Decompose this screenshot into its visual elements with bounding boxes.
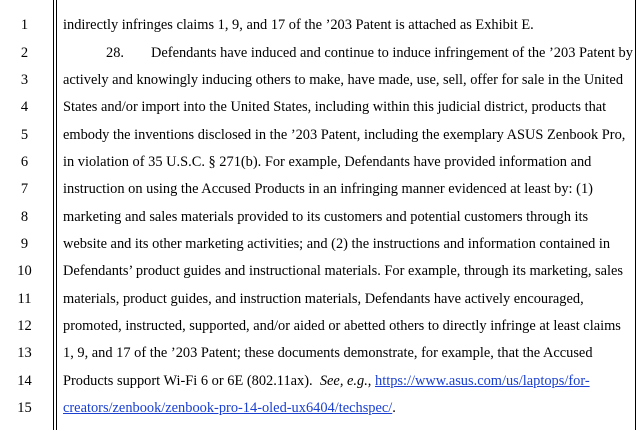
line-number: 7 — [20, 181, 29, 197]
text-line: actively and knowingly inducing others to make, have made, use, sell, offer for sale in the United — [63, 72, 624, 88]
line-number: 8 — [20, 209, 29, 225]
text-segment: . — [392, 400, 396, 416]
text-line: States and/or import into the United States, including within this judicial district, products that — [63, 99, 607, 115]
text-line: instruction on using the Accused Products in an infringing manner evidenced at least by: (1) — [63, 181, 593, 197]
text-line: Defendants have induced and continue to induce infringement of the ’203 Patent by — [151, 45, 633, 61]
line-number: 14 — [17, 373, 32, 389]
text-line: indirectly infringes claims 1, 9, and 17 of the ’203 Patent is attached as Exhibit E. — [63, 17, 534, 33]
asus-techspec-link-continued[interactable]: creators/zenbook/zenbook-pro-14-oled-ux6404/techspec/ — [63, 400, 393, 416]
text-line: promoted, instructed, supported, and/or aided or abetted others to directly infringe at least claims — [63, 318, 621, 334]
line-number: 4 — [20, 99, 29, 115]
text-line: Defendants’ product guides and instructional materials. For example, through its marketing, sales — [63, 263, 624, 279]
line-number: 10 — [17, 263, 32, 279]
text-line-link-continuation — [63, 399, 633, 417]
line-number: 2 — [20, 45, 29, 61]
text-line: 1, 9, and 17 of the ’203 Patent; these documents demonstrate, for example, that the Accused — [63, 345, 593, 361]
text-line: website and its other marketing activities; and (2) the instructions and information contained in — [63, 236, 611, 252]
margin-rule-left — [53, 0, 54, 430]
line-number: 13 — [17, 345, 32, 361]
text-segment: Products support Wi-Fi 6 or 6E (802.11ax). — [63, 373, 320, 389]
citation-signal: See, e.g. — [319, 373, 368, 389]
text-line: in violation of 35 U.S.C. § 271(b). For example, Defendants have provided information and — [63, 154, 592, 170]
line-number: 11 — [17, 291, 32, 307]
margin-rule-left-inner — [56, 0, 57, 430]
asus-techspec-link[interactable]: https://www.asus.com/us/laptops/for- — [375, 373, 590, 389]
text-segment: , — [367, 373, 375, 389]
text-line: materials, product guides, and instruction materials, Defendants have actively encouraged, — [63, 291, 584, 307]
line-number: 9 — [20, 236, 29, 252]
margin-rule-right — [635, 0, 636, 430]
line-number: 15 — [17, 400, 32, 416]
line-number: 5 — [20, 127, 29, 143]
line-number: 1 — [20, 17, 29, 33]
text-line-with-citation — [63, 372, 633, 390]
text-line: marketing and sales materials provided to its customers and potential customers through its — [63, 209, 589, 225]
line-number-column — [0, 0, 49, 430]
line-number: 6 — [20, 154, 29, 170]
text-line: embody the inventions disclosed in the ’203 Patent, including the exemplary ASUS Zenbook Pro, — [63, 127, 626, 143]
paragraph-number: 28. — [106, 45, 124, 61]
paragraph-28-first-line — [63, 44, 640, 62]
line-number: 12 — [17, 318, 32, 334]
line-number: 3 — [20, 72, 29, 88]
